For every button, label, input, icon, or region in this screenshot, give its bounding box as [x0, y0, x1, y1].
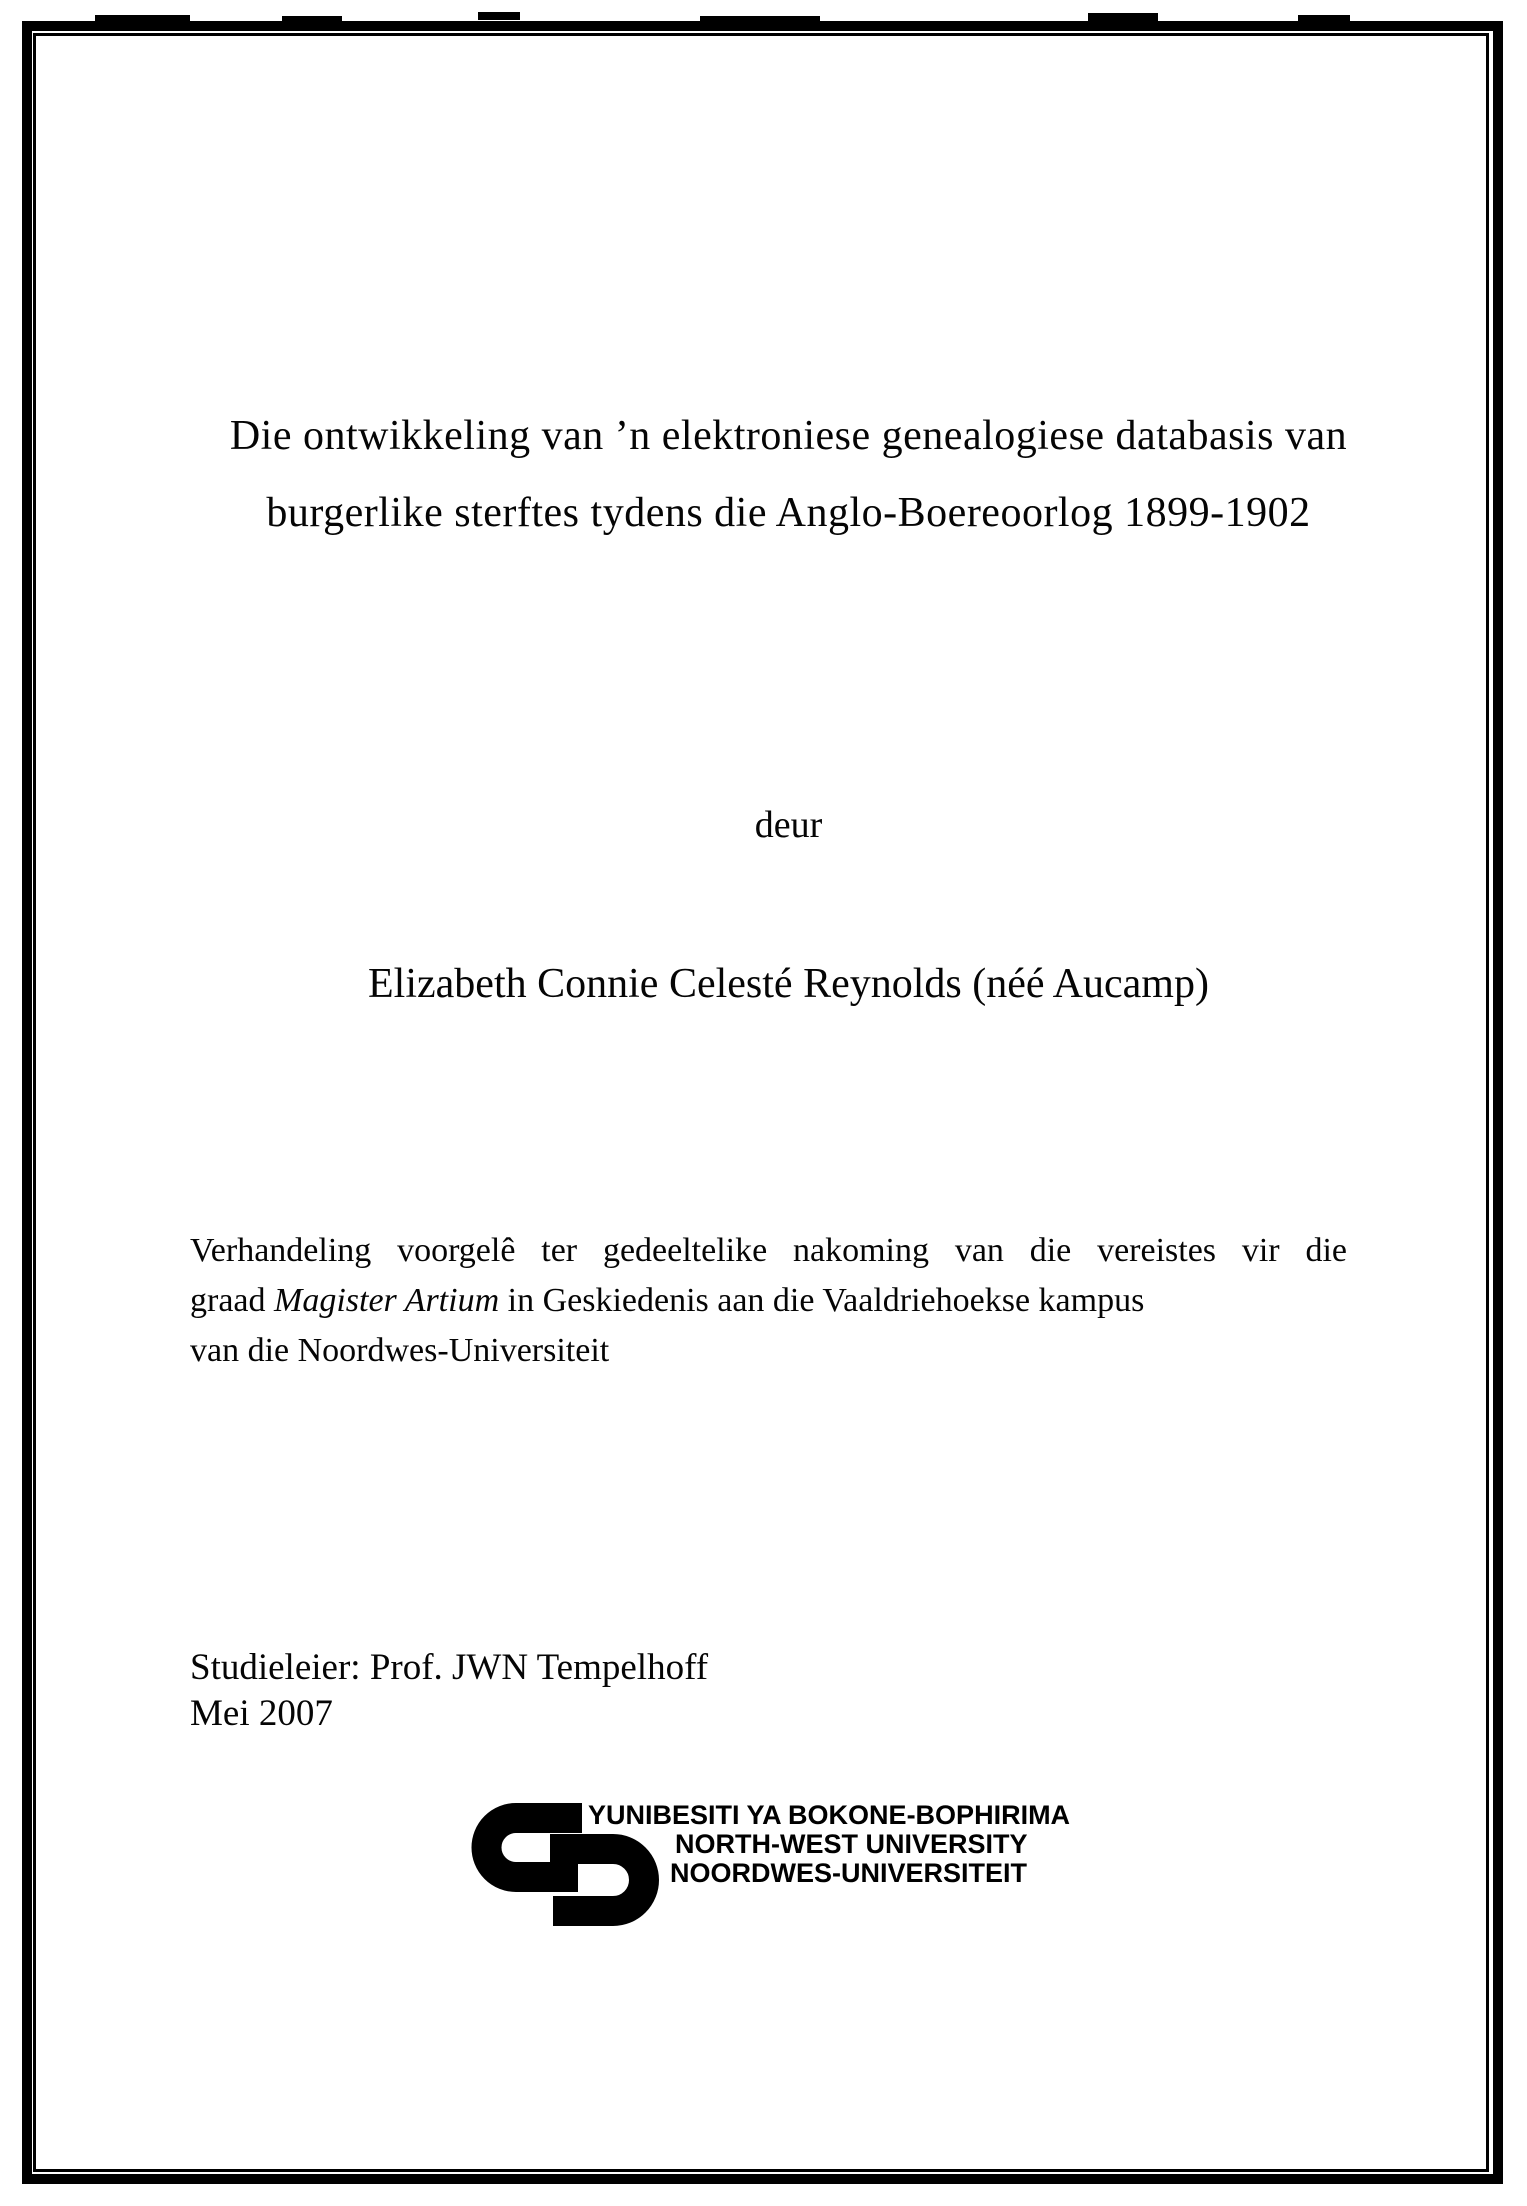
degree-statement-line-2-suffix: in Geskiedenis aan die Vaaldriehoekse kampus: [499, 1282, 1145, 1319]
supervisor-line: Studieleier: Prof. JWN Tempelhoff: [190, 1647, 709, 1688]
supervisor-block: [190, 1645, 708, 1737]
author-name: Elizabeth Connie Celesté Reynolds (néé Aucamp): [368, 961, 1209, 1007]
date-line: Mei 2007: [190, 1693, 333, 1734]
thesis-title: [190, 398, 1387, 552]
byline-deur: deur: [754, 804, 823, 846]
university-name-afrikaans: NOORDWES-UNIVERSITEIT: [670, 1858, 1028, 1888]
university-wordmark: [588, 1801, 1070, 1888]
degree-statement-line-3: van die Noordwes-Universiteit: [190, 1332, 610, 1369]
thesis-title-line-2: burgerlike sterftes tydens die Anglo-Boereoorlog 1899-1902: [266, 490, 1311, 536]
degree-statement-line-2-prefix: graad: [190, 1282, 275, 1319]
degree-name-italic: Magister Artium: [274, 1282, 500, 1319]
university-name-setswana: YUNIBESITI YA BOKONE-BOPHIRIMA: [588, 1800, 1071, 1830]
scan-artifact: [1088, 13, 1158, 21]
scan-artifact: [478, 12, 520, 20]
thesis-title-line-1: Die ontwikkeling van ’n elektroniese genealogiese databasis van: [229, 413, 1348, 459]
degree-statement-line-2: [190, 1276, 1347, 1326]
degree-statement: [190, 1226, 1347, 1376]
degree-statement-line-1: Verhandeling voorgelê ter gedeeltelike nakoming van die vereistes vir die: [190, 1232, 1347, 1269]
university-name-english: NORTH-WEST UNIVERSITY: [675, 1829, 1028, 1859]
